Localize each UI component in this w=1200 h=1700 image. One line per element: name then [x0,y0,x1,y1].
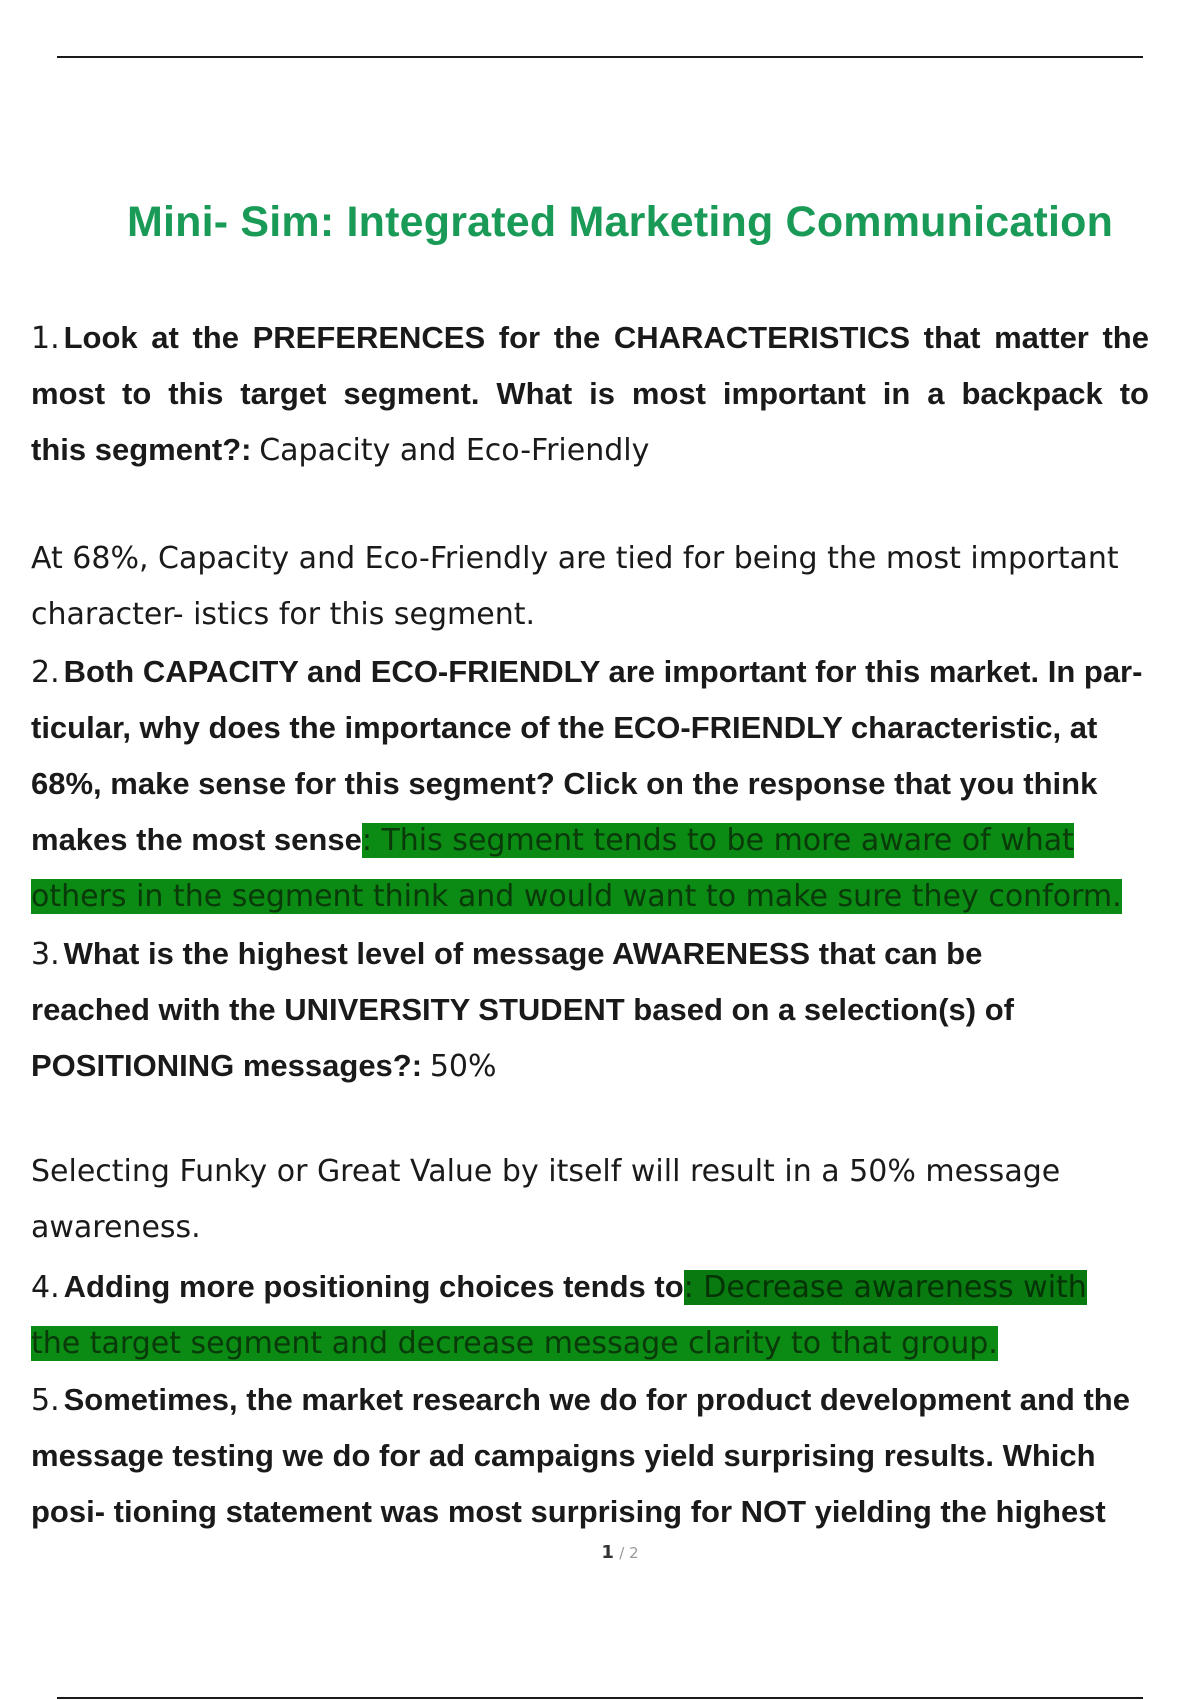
document-title: Mini- Sim: Integrated Marketing Communication [126,198,1114,246]
question-4 [31,1259,1200,1371]
question-5-number: 5. [31,1383,60,1418]
question-2 [31,644,1200,924]
question-2-line-5 [31,868,1200,924]
question-5-line-1: 5. Sometimes, the market research we do for product development and the [31,1382,1130,1418]
question-3-number: 3. [31,937,60,972]
current-page-number: 1 [601,1542,614,1563]
question-2-line-1: 2. Both CAPACITY and ECO-FRIENDLY are important for this market. In par- [31,654,1143,690]
question-2-line-3: 68%, make sense for this segment? Click on the response that you think [31,766,1098,801]
question-1-line-1: 1. Look at the PREFERENCES for the CHARACTERISTICS that matter the [31,320,1149,356]
top-rule [57,56,1143,58]
question-2-number: 2. [31,655,60,690]
question-5-line-3: posi- tioning statement was most surprising for NOT yielding the highest [31,1494,1106,1529]
total-pages: / 2 [619,1544,639,1562]
question-4-line-2 [31,1315,1200,1371]
bottom-rule [57,1697,1143,1699]
question-2-answer-highlight-2: others in the segment think and would want to make sure they conform. [31,879,1122,914]
question-4-answer-highlight-2: the target segment and decrease message clarity to that group. [31,1326,998,1361]
question-2-answer-highlight-1: : This segment tends to be more aware of what [361,823,1074,858]
question-2-line-4: makes the most sense: This segment tends to be more aware of what [31,822,1074,858]
question-3 [31,926,1200,1094]
question-1-explanation: At 68%, Capacity and Eco-Friendly are tied for being the most important character- istics for this segment. [31,541,1119,632]
question-3-line-3: POSITIONING messages?: 50% [31,1048,497,1084]
question-1-line-2: most to this target segment. What is most important in a backpack to [31,376,1149,411]
question-3-explanation: Selecting Funky or Great Value by itself will result in a 50% message awareness. [31,1154,1061,1245]
question-1-line-3: this segment?: Capacity and Eco-Friendly [31,432,650,468]
page-indicator [0,1542,1200,1563]
question-4-line-1: 4. Adding more positioning choices tends to: Decrease awareness with [31,1269,1087,1305]
question-3-line-1: 3. What is the highest level of message AWARENESS that can be [31,936,983,972]
question-1-number: 1. [31,321,60,356]
question-2-line-2: ticular, why does the importance of the ECO-FRIENDLY characteristic, at [31,710,1098,745]
question-4-answer-highlight-1: : Decrease awareness with [683,1270,1087,1305]
question-3-line-2: reached with the UNIVERSITY STUDENT based on a selection(s) of [31,992,1014,1027]
question-5 [31,1372,1200,1540]
question-4-number: 4. [31,1270,60,1305]
question-5-line-2: message testing we do for ad campaigns yield surprising results. Which [31,1438,1096,1473]
question-3-answer: 50% [429,1049,497,1084]
question-1 [31,310,1200,478]
question-1-answer: Capacity and Eco-Friendly [259,433,650,468]
